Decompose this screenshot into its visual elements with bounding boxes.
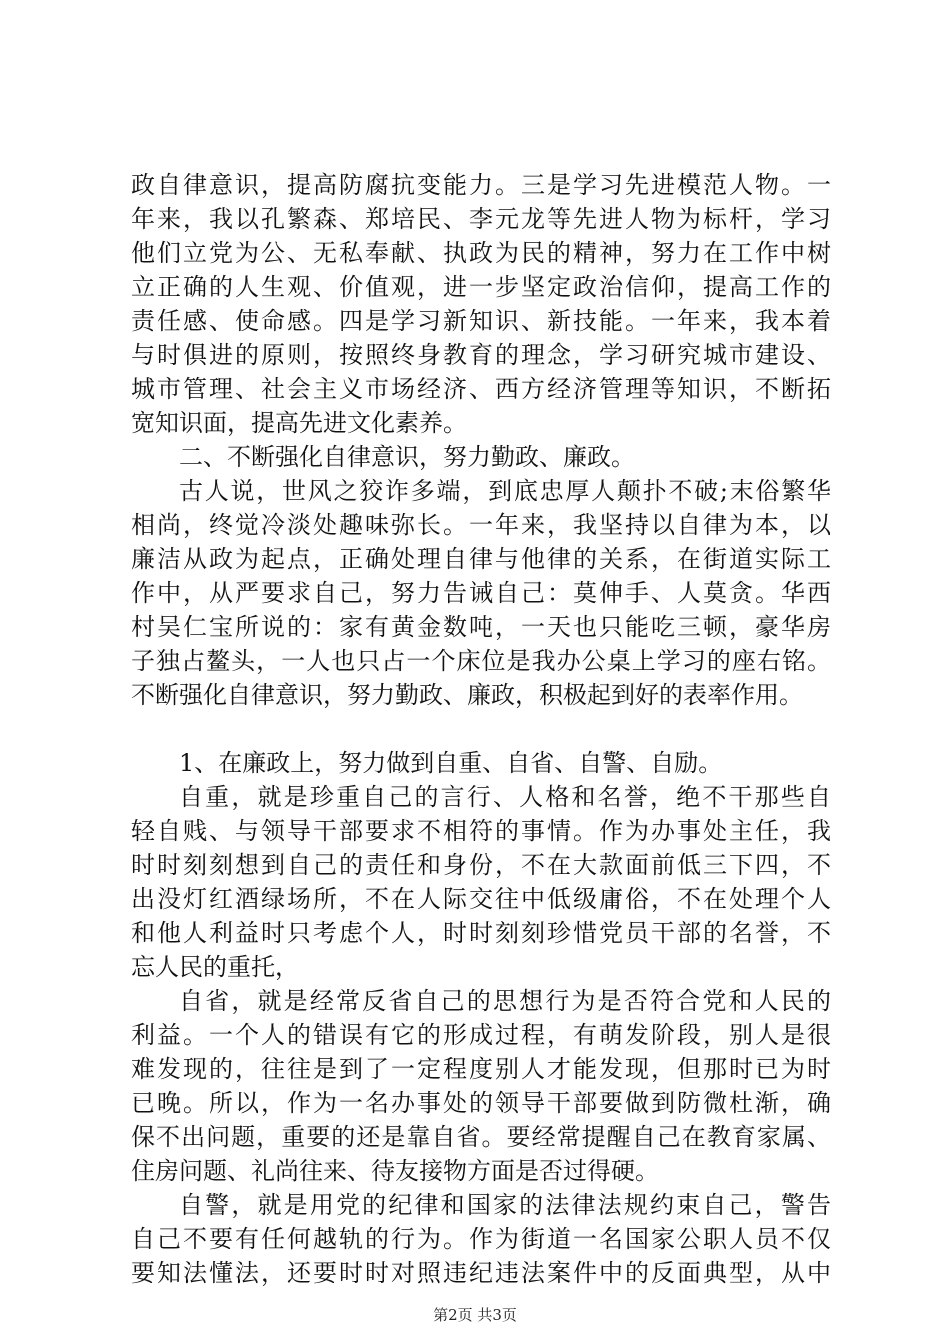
text-line: 住房问题、礼尚往来、待友接物方面是否过得硬。 [131,1157,659,1185]
text-line: 不断强化自律意识，努力勤政、廉政，积极起到好的表率作用。 [131,681,803,709]
text-line: 难发现的，往往是到了一定程度别人才能发现，但那时已为时 [131,1055,831,1083]
text-line: 要知法懂法，还要时时对照违纪违法案件中的反面典型，从中 [131,1259,831,1287]
text-line: 已晚。所以，作为一名办事处的领导干部要做到防微杜渐，确 [131,1089,831,1117]
text-line: 轻自贱、与领导干部要求不相符的事情。作为办事处主任，我 [131,817,831,845]
text-line: 作中，从严要求自己，努力告诫自己：莫伸手、人莫贪。华西 [131,579,831,607]
text-line: 忘人民的重托， [131,953,299,981]
paragraph-first-line: 自省，就是经常反省自己的思想行为是否符合党和人民的 [179,987,831,1015]
section-heading: 二、不断强化自律意识，努力勤政、廉政。 [179,443,635,471]
text-line: 利益。一个人的错误有它的形成过程，有萌发阶段，别人是很 [131,1021,831,1049]
text-line: 廉洁从政为起点，正确处理自律与他律的关系，在街道实际工 [131,545,831,573]
text-line: 宽知识面，提高先进文化素养。 [131,409,467,437]
text-line: 责任感、使命感。四是学习新知识、新技能。一年来，我本着 [131,307,831,335]
text-line: 立正确的人生观、价值观，进一步坚定政治信仰，提高工作的 [131,273,831,301]
text-line: 出没灯红酒绿场所，不在人际交往中低级庸俗，不在处理个人 [131,885,831,913]
text-line: 他们立党为公、无私奉献、执政为民的精神，努力在工作中树 [131,239,831,267]
document-body [131,168,831,1290]
text-line: 相尚，终觉冷淡处趣味弥长。一年来，我坚持以自律为本，以 [131,511,831,539]
paragraph-gap [131,712,831,746]
paragraph-first-line: 古人说，世风之狡诈多端，到底忠厚人颠扑不破;末俗繁华 [179,477,831,505]
text-line: 自己不要有任何越轨的行为。作为街道一名国家公职人员不仅 [131,1225,831,1253]
text-line: 保不出问题，重要的还是靠自省。要经常提醒自己在教育家属、 [131,1123,831,1151]
text-line: 时时刻刻想到自己的责任和身份，不在大款面前低三下四，不 [131,851,831,879]
text-line: 村吴仁宝所说的：家有黄金数吨，一天也只能吃三顿，豪华房 [131,613,831,641]
text-line: 和他人利益时只考虑个人，时时刻刻珍惜党员干部的名誉，不 [131,919,831,947]
paragraph-first-line: 自重，就是珍重自己的言行、人格和名誉，绝不干那些自 [179,783,831,811]
text-line: 年来，我以孔繁森、郑培民、李元龙等先进人物为标杆，学习 [131,205,831,233]
text-line: 政自律意识，提高防腐抗变能力。三是学习先进模范人物。一 [131,171,831,199]
text-line: 城市管理、社会主义市场经济、西方经济管理等知识，不断拓 [131,375,831,403]
text-line: 子独占鳌头，一人也只占一个床位是我办公桌上学习的座右铭。 [131,647,831,675]
paragraph-first-line: 自警，就是用党的纪律和国家的法律法规约束自己，警告 [179,1191,831,1219]
subsection-heading: 1、在廉政上，努力做到自重、自省、自警、自励。 [179,749,723,777]
text-line: 与时俱进的原则，按照终身教育的理念，学习研究城市建设、 [131,341,831,369]
page-footer: 第2页 共3页 [433,1306,517,1324]
